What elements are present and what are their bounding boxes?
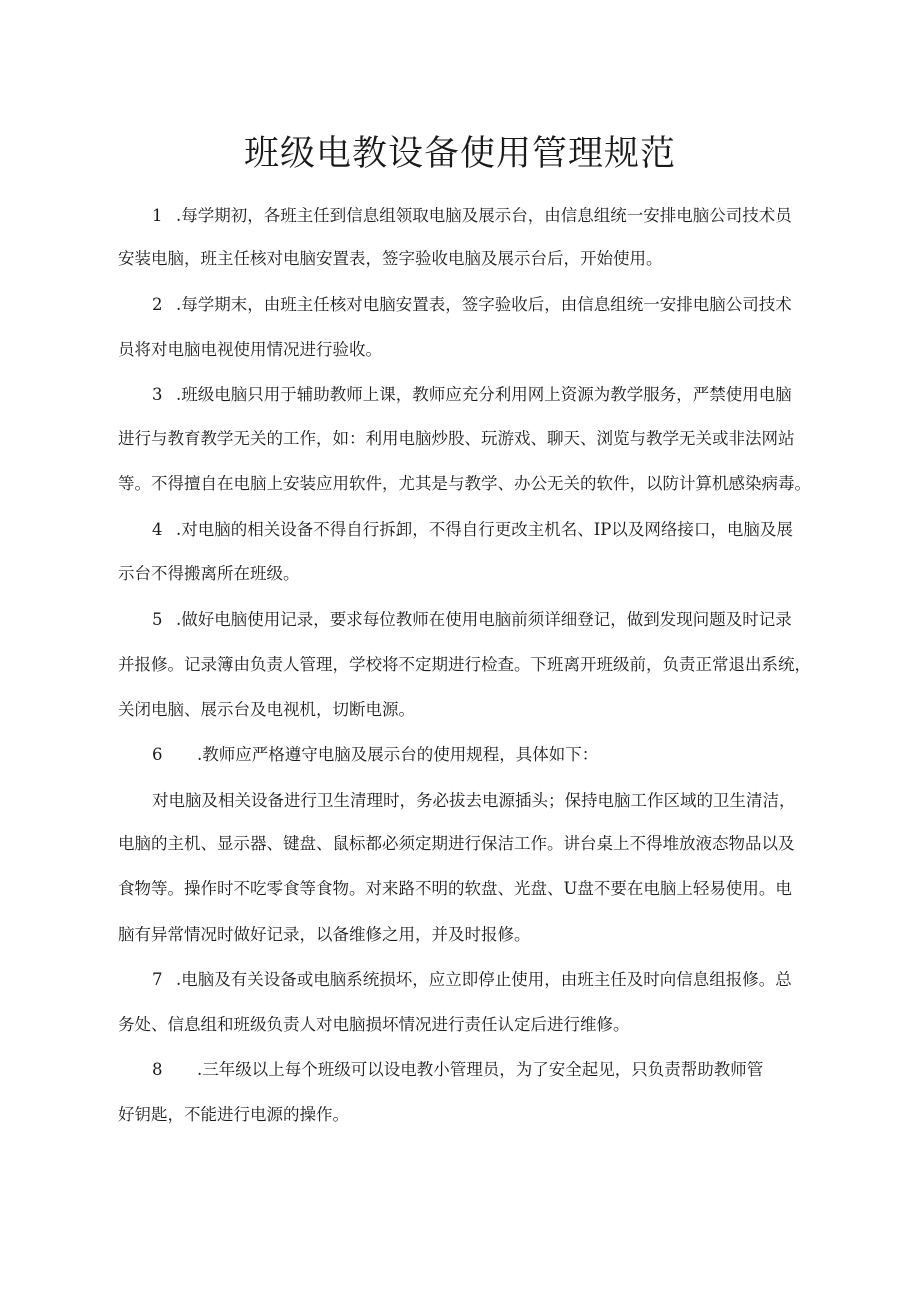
line-text: .做好电脑使用记录，要求每位教师在使用电脑前须详细登记，做到发现问题及时记录 [176, 610, 792, 629]
paragraph-line [152, 965, 872, 995]
item-number: 5 [152, 610, 163, 629]
line-text: .三年级以上每个班级可以设电教小管理员，为了安全起见，只负责帮助教师管 [197, 1060, 764, 1079]
paragraph-line: 脑有异常情况时做好记录，以备维修之用，并及时报修。 [118, 925, 531, 944]
paragraph-line: 示台不得搬离所在班级。 [118, 564, 300, 583]
item-number: 2 [152, 295, 163, 314]
paragraph-line [152, 740, 872, 770]
paragraph-line: 关闭电脑、展示台及电视机，切断电源。 [118, 700, 415, 719]
paragraph-line: 员将对电脑电视使用情况进行验收。 [118, 340, 382, 359]
item-number: 1 [152, 206, 163, 225]
paragraph-line [152, 605, 872, 635]
paragraph-line: 电脑的主机、显示器、键盘、鼠标都必须定期进行保洁工作。讲台桌上不得堆放液态物品以及 [118, 834, 795, 853]
paragraph-line: 等。不得擅自在电脑上安装应用软件，尤其是与教学、办公无关的软件，以防计算机感染病毒。 [118, 474, 811, 493]
paragraph-line: 安装电脑，班主任核对电脑安置表，签字验收电脑及展示台后，开始使用。 [118, 249, 663, 268]
paragraph-line [152, 515, 872, 545]
line-text: .教师应严格遵守电脑及展示台的使用规程，具体如下： [197, 745, 599, 764]
line-text: .每学期末，由班主任核对电脑安置表，签字验收后，由信息组统一安排电脑公司技术 [176, 295, 792, 314]
item-number: 4 [152, 520, 163, 539]
paragraph-line [152, 380, 872, 410]
item-number: 8 [152, 1060, 163, 1079]
paragraph-line: 好钥匙，不能进行电源的操作。 [118, 1105, 349, 1124]
paragraph-line: 务处、信息组和班级负责人对电脑损坏情况进行责任认定后进行维修。 [118, 1015, 630, 1034]
paragraph-line: 对电脑及相关设备进行卫生清理时，务必拔去电源插头；保持电脑工作区域的卫生清洁， [152, 791, 796, 810]
page-title: 班级电教设备使用管理规范 [243, 134, 676, 174]
line-text: .每学期初，各班主任到信息组领取电脑及展示台，由信息组统一安排电脑公司技术员 [176, 206, 792, 225]
item-number: 3 [152, 385, 163, 404]
paragraph-line: 食物等。操作时不吃零食等食物。对来路不明的软盘、光盘、U盘不要在电脑上轻易使用。电 [118, 879, 792, 898]
paragraph-line [152, 290, 872, 320]
item-number: 6 [152, 745, 163, 764]
line-text: .电脑及有关设备或电脑系统损坏，应立即停止使用，由班主任及时向信息组报修。总 [176, 970, 792, 989]
paragraph-line [152, 1055, 872, 1085]
paragraph-line: 并报修。记录簿由负责人管理，学校将不定期进行检查。下班离开班级前，负责正常退出系统， [118, 655, 811, 674]
paragraph-line [152, 201, 872, 231]
paragraph-line: 进行与教育教学无关的工作，如：利用电脑炒股、玩游戏、聊天、浏览与教学无关或非法网站 [118, 429, 795, 448]
line-text: .对电脑的相关设备不得自行拆卸，不得自行更改主机名、IP以及网络接口，电脑及展 [176, 520, 793, 539]
line-text: .班级电脑只用于辅助教师上课，教师应充分利用网上资源为教学服务，严禁使用电脑 [176, 385, 792, 404]
item-number: 7 [152, 970, 163, 989]
